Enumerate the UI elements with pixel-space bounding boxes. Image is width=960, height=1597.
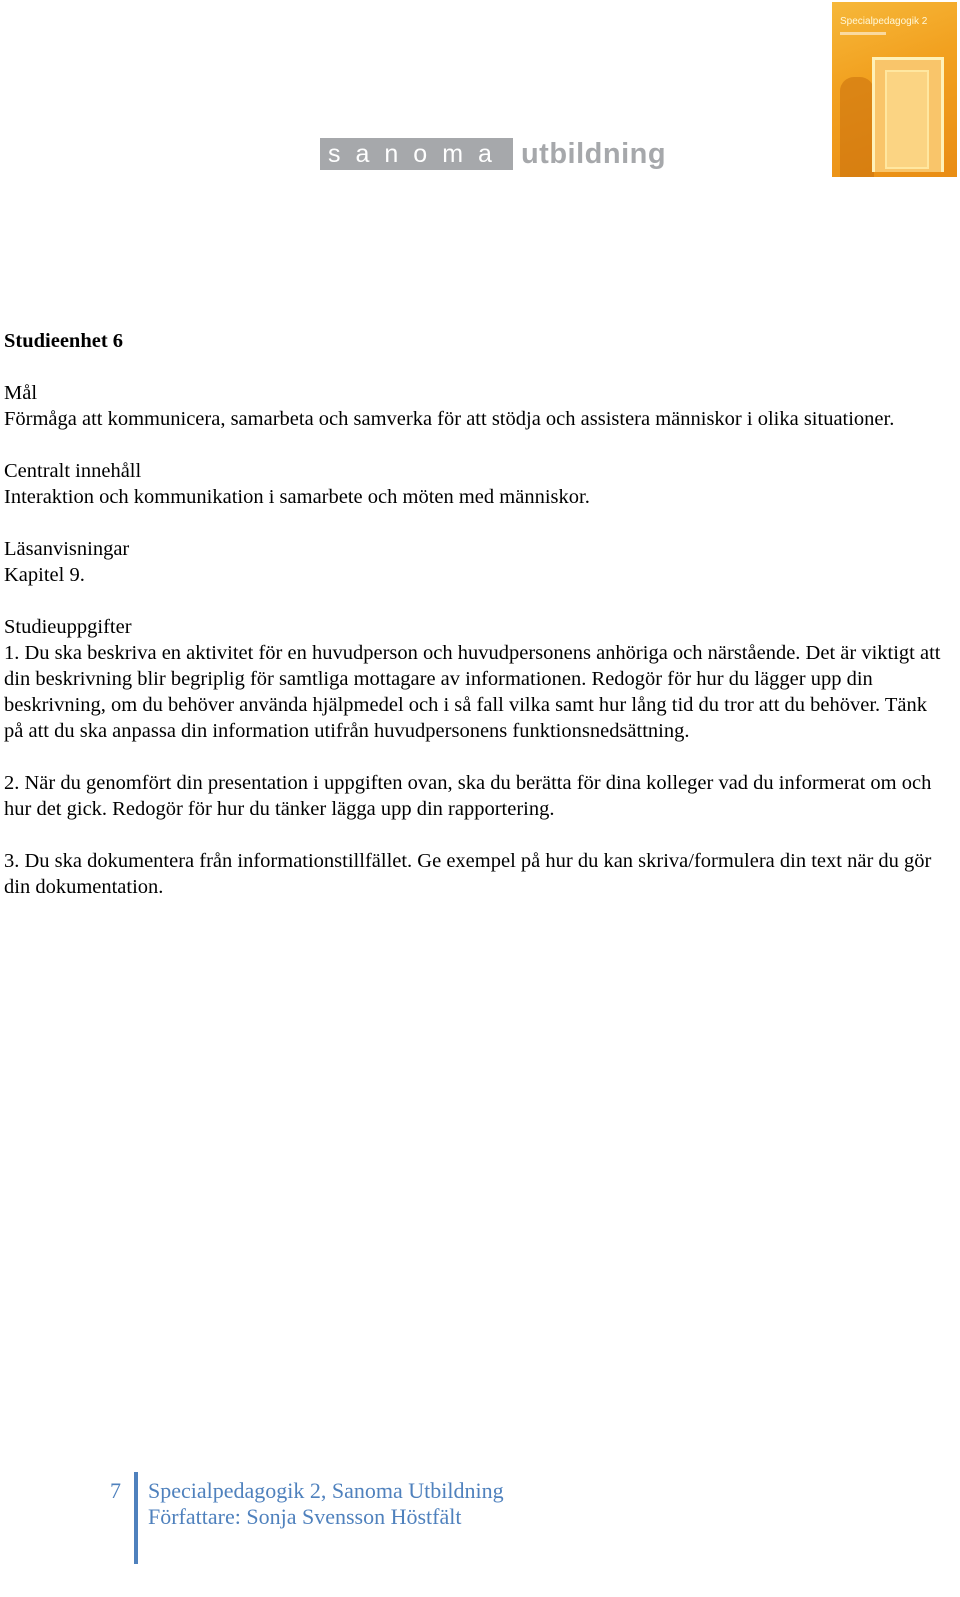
content-text: Interaktion och kommunikation i samarbete och möten med människor.	[4, 486, 590, 508]
cover-door-panel	[885, 70, 929, 169]
cover-subtitle-bar	[840, 32, 886, 35]
logo-utbildning: utbildning	[520, 137, 667, 170]
task-2: 2. När du genomfört din presentation i uppgiften ovan, ska du berätta för dina kolleger vad du informerat om och hur det gick. Redogör för hur du tänker lägga upp din rapportering.	[4, 772, 932, 820]
reading-text: Kapitel 9.	[4, 564, 85, 586]
document-body	[4, 328, 949, 926]
cover-shadow-figure	[840, 77, 874, 177]
footer-book-line: Specialpedagogik 2, Sanoma Utbildning	[148, 1478, 504, 1503]
logo-sanoma: sanoma	[320, 138, 513, 170]
footer-text	[148, 1478, 504, 1530]
goal-text: Förmåga att kommunicera, samarbeta och samverka för att stödja och assistera människor i olika situationer.	[4, 408, 895, 430]
reading-label: Läsanvisningar	[4, 538, 130, 560]
task-3: 3. Du ska dokumentera från informationstillfället. Ge exempel på hur du kan skriva/formulera din text när du gör din dokumentation.	[4, 850, 932, 898]
task-1: 1. Du ska beskriva en aktivitet för en huvudperson och huvudpersonens anhöriga och närstående. Det är viktigt att din beskrivning blir begriplig för samtliga mottagare av informationen. Redogör för hur du lägger upp din beskrivning, om du behöver använda hjälpmedel och i så fall vilka samt hur lång tid du tror att du behöver. Tänk på att du ska anpassa din information utifrån huvudpersonens funktionsnedsättning.	[4, 642, 941, 742]
goal-label: Mål	[4, 382, 38, 404]
footer-divider	[134, 1472, 138, 1564]
unit-heading: Studieenhet 6	[4, 330, 124, 352]
tasks-section	[4, 614, 949, 744]
content-section	[4, 458, 949, 510]
page-number: 7	[110, 1478, 121, 1503]
cover-door	[872, 57, 944, 172]
book-cover-image	[832, 2, 957, 177]
content-label: Centralt innehåll	[4, 460, 142, 482]
footer-author-line: Författare: Sonja Svensson Höstfält	[148, 1504, 462, 1529]
goal-section	[4, 380, 949, 432]
tasks-label: Studieuppgifter	[4, 616, 132, 638]
publisher-logo	[320, 138, 666, 170]
reading-section	[4, 536, 949, 588]
cover-title: Specialpedagogik 2	[840, 16, 928, 27]
